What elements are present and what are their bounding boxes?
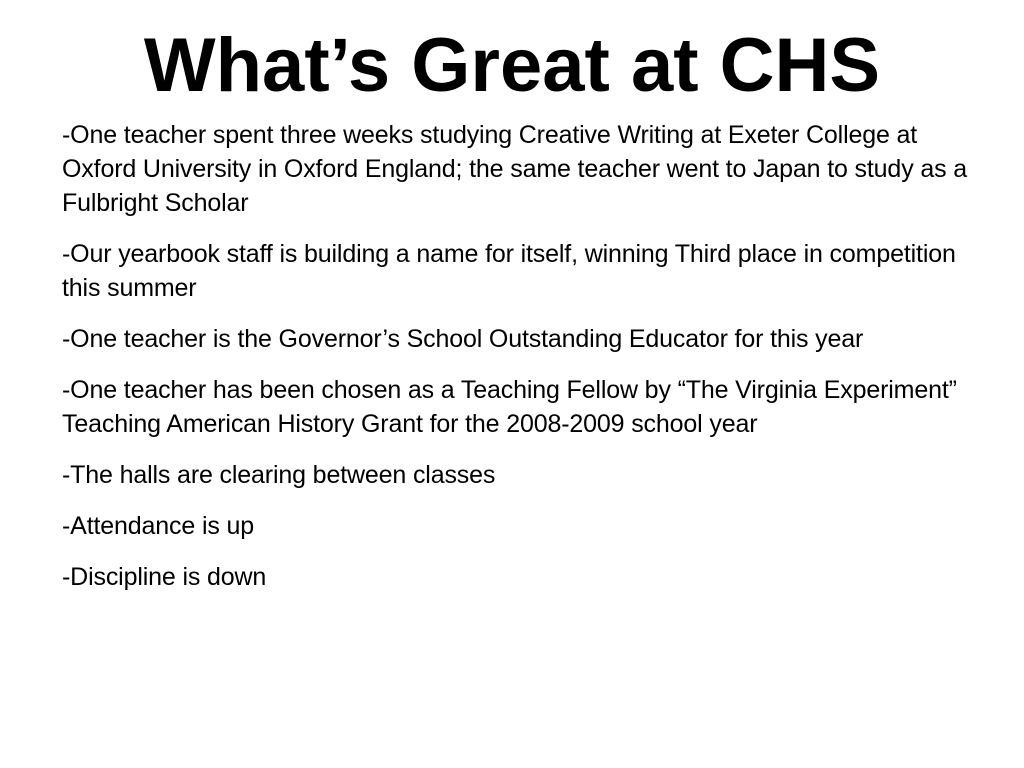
bullet-item: -One teacher is the Governor’s School Outstanding Educator for this year [62,325,864,353]
bullet-item: -Discipline is down [62,563,267,591]
bullet-list [62,118,977,611]
bullet-item: -One teacher spent three weeks studying Creative Writing at Exeter College at Oxford University in Oxford England; the same teacher went to Japan to study as a Fulbright Scholar [62,121,967,217]
bullet-item: -One teacher has been chosen as a Teaching Fellow by “The Virginia Experiment” Teaching American History Grant for the 2008-2009 school year [62,376,957,438]
bullet-item: -The halls are clearing between classes [62,461,496,489]
bullet-item: -Attendance is up [62,512,255,540]
bullet-item: -Our yearbook staff is building a name for itself, winning Third place in competition this summer [62,240,956,302]
slide-title: What’s Great at CHS [143,23,881,108]
